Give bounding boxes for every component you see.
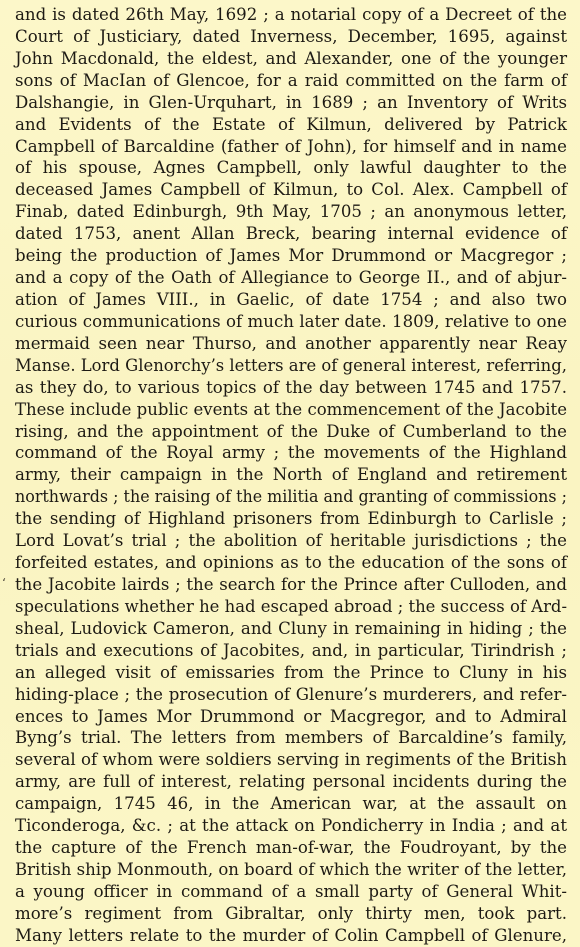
text-line: dated 1753, anent Allan Breck, bearing internal evidence of — [15, 224, 567, 244]
text-line: of his spouse, Agnes Campbell, only lawful daughter to the — [15, 158, 567, 178]
text-line: army, are full of interest, relating personal incidents during the — [15, 772, 567, 792]
text-line: more’s regiment from Gibraltar, only thirty men, took part. — [15, 903, 567, 923]
text-line: forfeited estates, and opinions as to the education of the sons of — [15, 553, 567, 573]
text-line: a young officer in command of a small party of General Whit- — [15, 881, 567, 901]
text-line: several of whom were soldiers serving in regiments of the British — [15, 750, 567, 770]
text-line: John Macdonald, the eldest, and Alexander, one of the younger — [15, 48, 567, 68]
text-line: campaign, 1745 46, in the American war, at the assault on — [15, 794, 567, 814]
text-line: command of the Royal army ; the movements of the Highland — [15, 443, 567, 463]
text-line: an alleged visit of emissaries from the Prince to Cluny in his — [15, 662, 567, 682]
text-line: being the production of James Mor Drummond or Macgregor ; — [15, 246, 567, 266]
text-line: speculations whether he had escaped abroad ; the success of Ard- — [15, 596, 568, 616]
text-line: and a copy of the Oath of Allegiance to George II., and of abjur- — [15, 268, 567, 288]
text-line: curious communications of much later date. 1809, relative to one — [15, 311, 567, 331]
text-line: deceased James Campbell of Kilmun, to Col. Alex. Campbell of — [15, 180, 567, 200]
text-line: trials and executions of Jacobites, and, in particular, Tirindrish ; — [15, 640, 567, 660]
text-line: sheal, Ludovick Cameron, and Cluny in remaining in hiding ; the — [15, 618, 567, 638]
text-line: Campbell of Barcaldine (father of John), for himself and in name — [15, 136, 567, 156]
text-line: Byng’s trial. The letters from members of Barcaldine’s family, — [15, 728, 567, 748]
text-line: Dalshangie, in Glen-Urquhart, in 1689 ; an Inventory of Writs — [15, 92, 567, 112]
body-text — [15, 4, 567, 947]
text-line: the capture of the French man-of-war, the Foudroyant, by the — [15, 838, 567, 858]
text-line: the Jacobite lairds ; the search for the Prince after Culloden, and — [15, 574, 567, 594]
text-line: rising, and the appointment of the Duke of Cumberland to the — [15, 421, 567, 441]
text-line: Many letters relate to the murder of Colin Campbell of Glenure, — [15, 925, 567, 945]
text-line: Manse. Lord Glenorchy’s letters are of general interest, referring, — [15, 355, 567, 375]
text-line: the sending of Highland prisoners from Edinburgh to Carlisle ; — [15, 509, 567, 529]
text-line: army, their campaign in the North of England and retirement — [15, 465, 567, 485]
text-line: Ticonderoga, &c. ; at the attack on Pondicherry in India ; and at — [15, 816, 567, 836]
text-line: mermaid seen near Thurso, and another apparently near Reay — [15, 333, 567, 353]
text-line: as they do, to various topics of the day between 1745 and 1757. — [15, 377, 567, 397]
text-line: These include public events at the commencement of the Jacobite — [15, 399, 567, 419]
text-line: and is dated 26th May, 1692 ; a notarial copy of a Decreet of the — [15, 5, 567, 24]
text-line: Court of Justiciary, dated Inverness, December, 1695, against — [15, 26, 567, 46]
text-line: and Evidents of the Estate of Kilmun, delivered by Patrick — [15, 114, 567, 134]
text-line: ation of James VIII., in Gaelic, of date 1754 ; and also two — [15, 289, 567, 309]
text-line: Finab, dated Edinburgh, 9th May, 1705 ; an anonymous letter, — [15, 202, 567, 222]
margin-mark: ‘ — [2, 576, 6, 590]
text-line: hiding-place ; the prosecution of Glenure’s murderers, and refer- — [15, 684, 567, 704]
text-line: northwards ; the raising of the militia and granting of commissions ; — [15, 487, 567, 507]
text-line: sons of MacIan of Glencoe, for a raid committed on the farm of — [15, 70, 567, 90]
text-line: Lord Lovat’s trial ; the abolition of heritable jurisdictions ; the — [15, 531, 567, 551]
text-line: ences to James Mor Drummond or Macgregor, and to Admiral — [15, 706, 567, 726]
text-line: British ship Monmouth, on board of which the writer of the letter, — [15, 859, 567, 879]
